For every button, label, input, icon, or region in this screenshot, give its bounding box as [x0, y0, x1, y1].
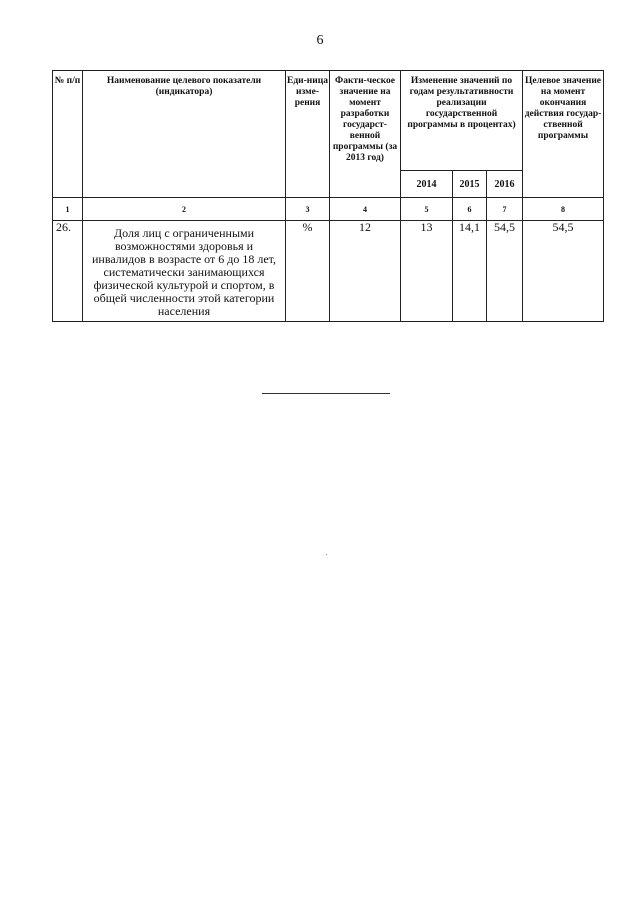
column-number: 1 — [53, 198, 83, 221]
indicators-table — [52, 70, 604, 322]
column-number: 8 — [523, 198, 604, 221]
column-number: 5 — [401, 198, 453, 221]
header-year-2016: 2016 — [487, 171, 523, 198]
header-year-2014: 2014 — [401, 171, 453, 198]
header-name: Наименование целевого показатели (индикатора) — [83, 71, 286, 198]
header-unit: Еди-ница изме-рения — [286, 71, 330, 198]
column-number: 4 — [330, 198, 401, 221]
table-row — [53, 221, 604, 322]
column-number: 6 — [453, 198, 487, 221]
header-year-2015: 2015 — [453, 171, 487, 198]
header-num: № п/п — [53, 71, 83, 198]
row-value-2016: 54,5 — [487, 221, 523, 322]
row-indicator-name: Доля лиц с ограниченными возможностями здоровья и инвалидов в возрасте от 6 до 18 лет, систематически занимающихся физической культурой и спортом, в общей численности этой категории населения — [83, 221, 286, 322]
scan-speck — [326, 554, 327, 555]
header-actual: Факти-ческое значение на момент разработки государст-венной программы (за 2013 год) — [330, 71, 401, 198]
row-target-value: 54,5 — [523, 221, 604, 322]
row-value-2014: 13 — [401, 221, 453, 322]
header-row-top — [53, 71, 604, 171]
column-number: 3 — [286, 198, 330, 221]
row-value-2015: 14,1 — [453, 221, 487, 322]
header-change: Изменение значений по годам результативности реализации государственной программы в процентах) — [401, 71, 523, 171]
header-target: Целевое значение на момент окончания действия государ-ственной программы — [523, 71, 604, 198]
end-rule — [262, 393, 390, 394]
row-unit: % — [286, 221, 330, 322]
page-number: 6 — [316, 33, 324, 48]
column-number: 7 — [487, 198, 523, 221]
column-number: 2 — [83, 198, 286, 221]
column-number-row — [53, 198, 604, 221]
row-actual-value: 12 — [330, 221, 401, 322]
row-num: 26. — [53, 221, 83, 322]
